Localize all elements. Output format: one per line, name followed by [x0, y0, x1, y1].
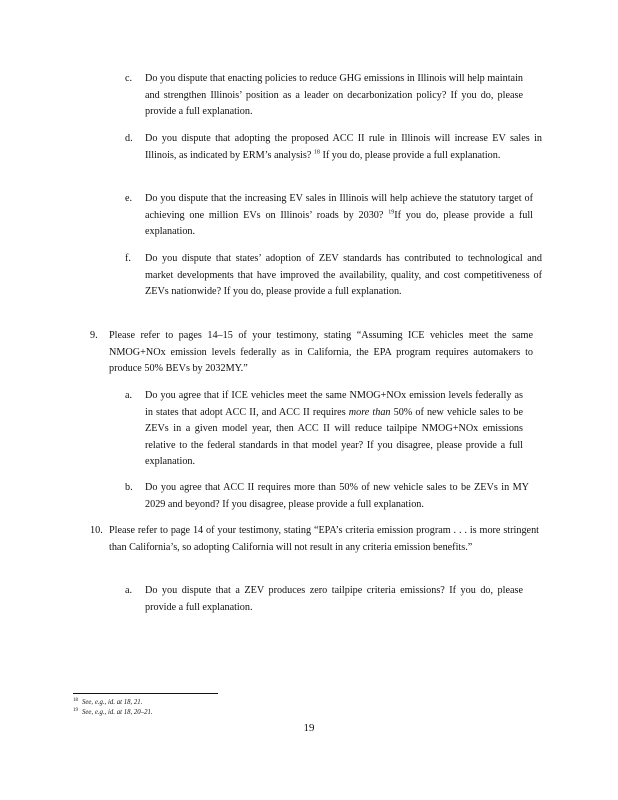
item-marker: 10.	[90, 525, 103, 536]
footnote-separator	[73, 693, 218, 694]
question-9b	[125, 480, 529, 513]
question-9	[90, 328, 533, 378]
item-text: Please refer to page 14 of your testimony, stating “EPA’s criteria emission program . . . is more stringent than California’s, so adopting California will not result in any criteria emission benefits.”	[109, 525, 539, 553]
footnote-number: 19	[73, 707, 78, 713]
footnote-ref-19: 19	[388, 209, 395, 216]
item-marker: b.	[125, 482, 133, 493]
question-8d	[125, 131, 542, 164]
page-number: 19	[303, 722, 315, 734]
item-text: Do you agree that if ICE vehicles meet the same NMOG+NOx emission levels federally as in states that adopt ACC II, and ACC II requires more than 50% of new vehicle sales to be ZEVs in a given model year, then ACC II will reduce tailpipe NMOG+NOx emissions relative to the federal standards in that model year? If you disagree, please provide a full explanation.	[145, 390, 524, 467]
item-text: Do you dispute that the increasing EV sales in Illinois will help achieve the statutory target of achieving one million EVs on Illinois’ roads by 2030? $^{19}$If you do, please provide a full explanation.	[145, 193, 534, 237]
question-10a	[125, 583, 523, 616]
footnote-text: See, e.g., id. at 18, 21.	[82, 699, 143, 706]
question-8c	[125, 71, 523, 121]
item-marker: a.	[125, 585, 133, 596]
item-text: Do you dispute that a ZEV produces zero tailpipe criteria emissions? If you do, please provide a full explanation.	[145, 585, 523, 613]
item-text: Please refer to pages 14–15 of your testimony, stating “Assuming ICE vehicles meet the same NMOG+NOx emission levels federally as in California, the EPA program requires automakers to produce 50% BEVs by 2032MY.”	[109, 330, 533, 374]
item-marker: d.	[125, 133, 133, 144]
emphasis-text: more than	[348, 406, 391, 418]
item-text: Do you dispute that enacting policies to reduce GHG emissions in Illinois will help maintain and strengthen Illinois’ position as a leader on decarbonization policy? If you do, please provide a full explanation.	[145, 73, 523, 117]
question-8f	[125, 251, 542, 301]
item-text: Do you agree that ACC II requires more than 50% of new vehicle sales to be ZEVs in MY 2029 and beyond? If you disagree, please provide a full explanation.	[145, 482, 529, 510]
footnote-text: See, e.g., id. at 18, 20–21.	[82, 709, 153, 716]
item-marker: e.	[125, 193, 133, 204]
footnote-ref-18: 18	[313, 149, 320, 156]
item-marker: f.	[125, 253, 131, 264]
question-10	[90, 523, 539, 556]
item-marker: a.	[125, 390, 133, 401]
item-marker: 9.	[90, 330, 98, 341]
footnote-number: 18	[73, 697, 78, 703]
item-marker: c.	[125, 73, 133, 84]
question-9a	[125, 388, 524, 471]
footnote-19	[73, 708, 153, 717]
item-text: Do you dispute that states’ adoption of ZEV standards has contributed to technological and market developments that have improved the availability, quality, and cost competitiveness of ZEVs nationwide? If you do, please provide a full explanation.	[145, 253, 542, 297]
question-8e	[125, 191, 534, 241]
footnote-18	[73, 698, 142, 707]
item-text: Do you dispute that adopting the proposed ACC II rule in Illinois will increase EV sales in Illinois, as indicated by ERM’s analysis? $^{18}$ If you do, please provide a full explanation.	[145, 133, 542, 161]
